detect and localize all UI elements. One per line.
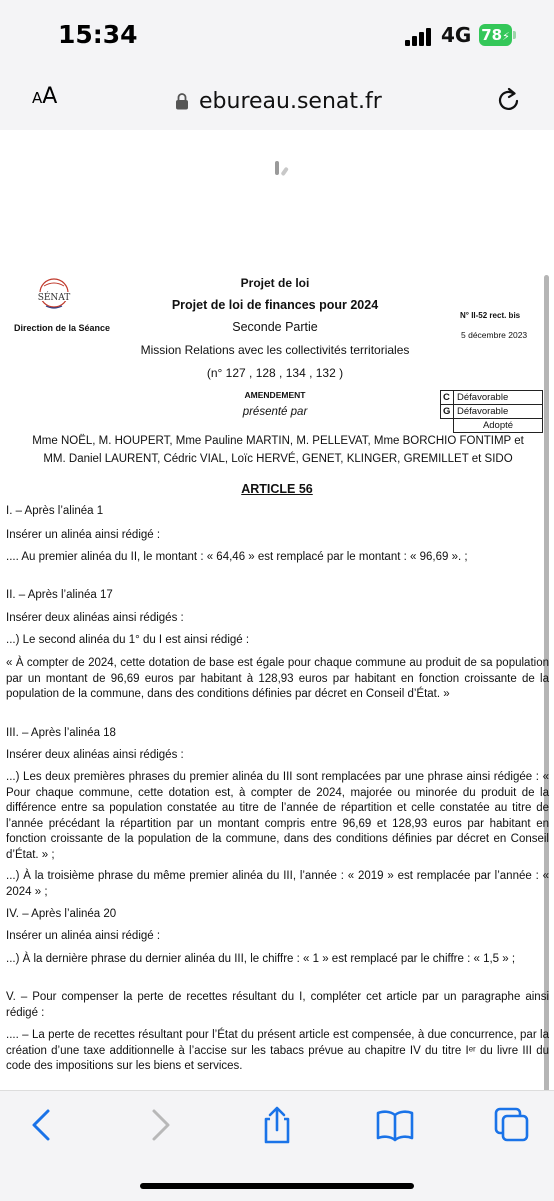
reload-icon[interactable] (495, 86, 523, 114)
battery-tip (513, 31, 516, 39)
status-bar (0, 0, 554, 72)
paragraph: « À compter de 2024, cette dotation de base est égale pour chaque commune au produit de sa population par un montant de 96,69 euros par habitant à 128,93 euros par habitant en fonction croissante de la population de la commune, dans des conditions définies par décret en Conseil d’État. » (6, 657, 549, 700)
opinion-row (441, 405, 543, 419)
home-indicator (140, 1183, 414, 1189)
status-time: 15:34 (58, 20, 138, 49)
text-size-small-glyph: A (32, 89, 43, 107)
opinion-letter: C (441, 391, 454, 405)
text-size-button[interactable] (32, 84, 57, 109)
opinion-letter (441, 419, 454, 433)
loading-spinner-icon (272, 158, 294, 180)
project-title: Projet de loi de finances pour 2024 (171, 298, 379, 312)
paragraph: ...) Le second alinéa du 1° du I est ainsi rédigé : (6, 634, 250, 646)
bookmarks-icon[interactable] (375, 1105, 415, 1145)
url-text: ebureau.senat.fr (199, 88, 382, 114)
opinion-row (441, 419, 543, 433)
presented-by: présenté par (242, 406, 308, 418)
paragraph: IV. – Après l’alinéa 20 (6, 908, 117, 920)
opinion-value: Défavorable (454, 391, 543, 405)
url-field[interactable] (175, 86, 382, 116)
network-type: 4G (441, 23, 472, 47)
amendment-date: 5 décembre 2023 (461, 330, 528, 340)
senat-logo (34, 276, 74, 316)
logo-text: SÉNAT (37, 293, 71, 303)
signal-icon (405, 28, 435, 46)
back-icon[interactable] (22, 1105, 62, 1145)
text-size-large-glyph: A (42, 84, 58, 109)
paragraph: Insérer deux alinéas ainsi rédigés : (6, 612, 184, 624)
article-title: ARTICLE 56 (241, 482, 313, 496)
document-numbers: (n° 127 , 128 , 134 , 132 ) (206, 366, 344, 380)
tabs-icon[interactable] (492, 1105, 532, 1145)
paragraph: I. – Après l’alinéa 1 (6, 505, 104, 517)
paragraph: .... – La perte de recettes résultant pour l’État du présent article est compensée, à due concurrence, par la création d’une taxe additionnelle à l’accise sur les tabacs prévue au chapitre IV du titre Iᵉʳ du livre III du code des impositions sur les biens et services. (6, 1029, 549, 1072)
paragraph: Insérer un alinéa ainsi rédigé : (6, 529, 161, 541)
authors-line: MM. Daniel LAURENT, Cédric VIAL, Loïc HERVÉ, GENET, KLINGER, GREMILLET et SIDO (43, 453, 513, 465)
opinion-value: Adopté (454, 419, 543, 433)
paragraph: ...) À la troisième phrase du même premier alinéa du III, l’année : « 2019 » est remplacée par l’année : « 2024 » ; (6, 870, 549, 898)
paragraph: V. – Pour compenser la perte de recettes résultant du I, compléter cet article par un paragraphe ainsi rédigé : (6, 991, 549, 1019)
address-toolbar (0, 72, 554, 130)
paragraph: Insérer deux alinéas ainsi rédigés : (6, 749, 184, 761)
partie-label: Seconde Partie (232, 320, 318, 334)
forward-icon[interactable] (140, 1105, 180, 1145)
authors (8, 432, 548, 468)
project-type: Projet de loi (240, 276, 310, 290)
paragraph: ...) Les deux premières phrases du premier alinéa du III sont remplacées par une phrase ainsi rédigée : « Pour chaque commune, cette dotation est, à compter de 2024, majorée ou minorée du produit de la différence entre sa population constatée au titre de l’année de répartition et celle constatée au titre de l’année précédant la répartition par un montant compris entre 96,69 et 128,93 euros par habitant en fonction croissante de la population de la commune, dans des conditions définies par décret en Conseil d’État. » ; (6, 771, 549, 861)
paragraph: ...) À la dernière phrase du dernier alinéa du III, le chiffre : « 1 » est remplacé par le chiffre : « 1,5 » ; (6, 953, 516, 965)
direction-label: Direction de la Séance (14, 323, 111, 333)
battery-icon: 78⚡ (479, 24, 512, 46)
opinion-value: Défavorable (454, 405, 543, 419)
authors-line: Mme NOËL, M. HOUPERT, Mme Pauline MARTIN, M. PELLEVAT, Mme BORCHIO FONTIMP et (32, 435, 524, 447)
lock-icon (175, 92, 189, 110)
opinion-table (440, 390, 543, 433)
amendment-label: AMENDEMENT (244, 390, 306, 400)
paragraph: III. – Après l’alinéa 18 (6, 727, 116, 739)
paragraph: II. – Après l’alinéa 17 (6, 589, 113, 601)
web-content (0, 130, 554, 1090)
amendment-number: N° II-52 rect. bis (460, 311, 521, 320)
battery-level: 78 (481, 26, 503, 44)
opinion-row (441, 391, 543, 405)
opinion-letter: G (441, 405, 454, 419)
share-icon[interactable] (257, 1105, 297, 1145)
mission-label: Mission Relations avec les collectivités territoriales (140, 343, 410, 357)
paragraph: Insérer un alinéa ainsi rédigé : (6, 930, 161, 942)
paragraph: .... Au premier alinéa du II, le montant : « 64,46 » est remplacé par le montant : « 96,69 ». ; (6, 551, 468, 563)
